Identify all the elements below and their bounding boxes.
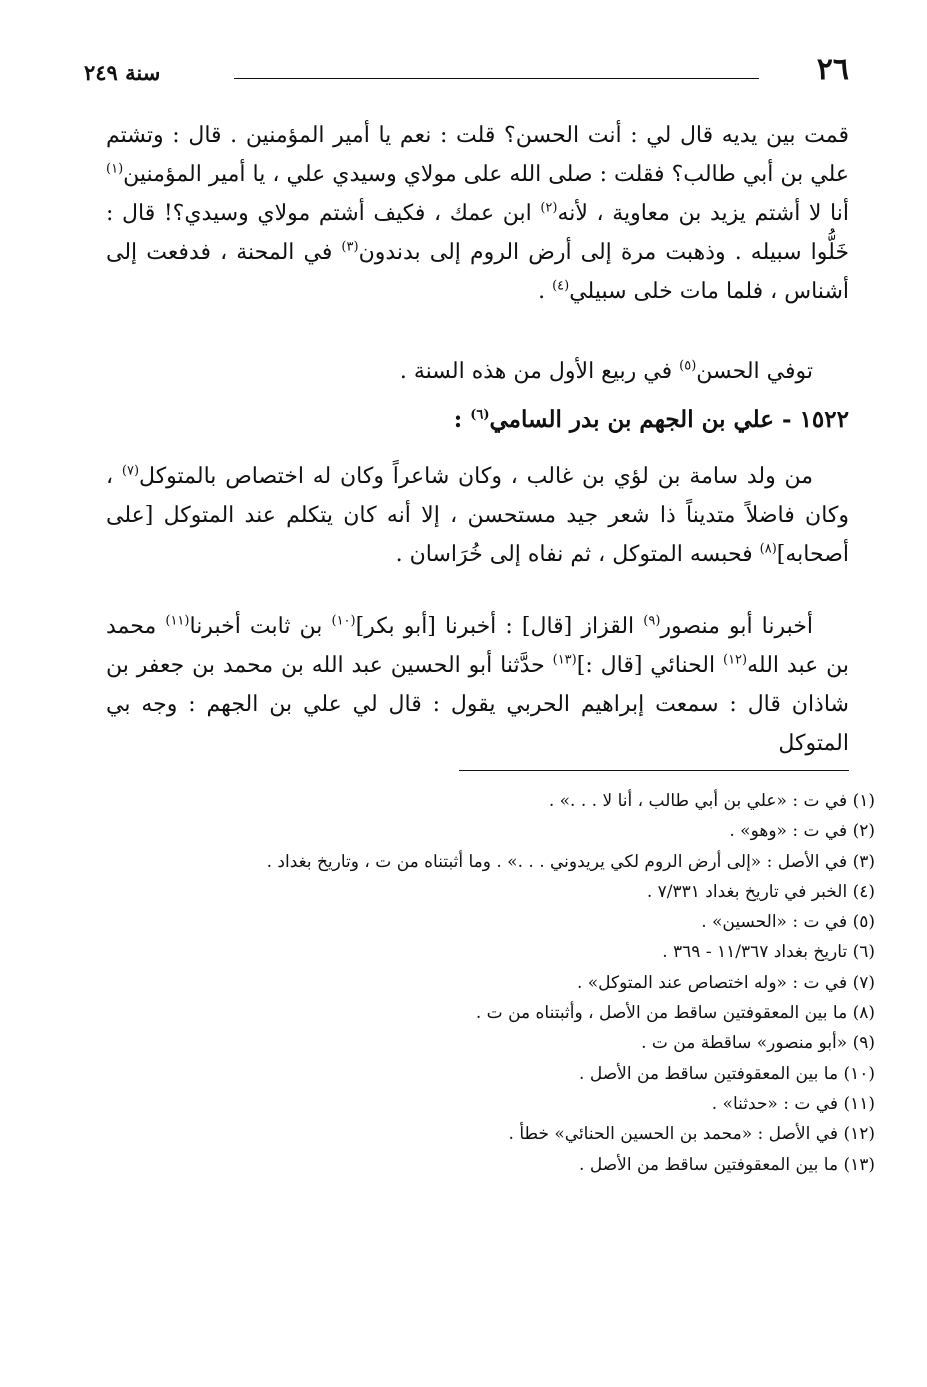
footnotes-section	[106, 786, 875, 1180]
footnote-ref[interactable]: (١٠)	[331, 613, 356, 629]
footnote-10: (١٠) ما بين المعقوفتين ساقط من الأصل .	[579, 1063, 875, 1084]
text-run: قمت بين يديه قال لي : أنت الحسن؟ قلت : نعم يا أمير المؤمنين . قال : وتشتم علي بن	[106, 123, 849, 187]
footnote-ref[interactable]: (٦)	[470, 407, 490, 423]
text-run: حدَّثنا أبو الحسين عبد الله بن محمد بن جعفر بن	[106, 653, 553, 678]
footnote-12: (١٢) في الأصل : «محمد بن الحسين الحنائي» خطأ .	[508, 1124, 875, 1145]
text-run: من ولد سامة بن لؤي بن غالب ، وكان شاعراً وكان له اختصاص بالمتوكل	[139, 464, 814, 489]
header-rule	[234, 78, 759, 79]
footnote-3: (٣) في الأصل : «إلى أرض الروم لكي يريدوني . . .» . وما أثبتناه من ت ، وتاريخ بغداد .	[266, 851, 875, 872]
text-run: في المحنة ، فدفعت إلى أشناس ، فلما مات	[106, 240, 849, 304]
text-run: الحنائي [قال :]	[576, 653, 723, 678]
footnote-ref[interactable]: (١٣)	[552, 652, 577, 668]
text-run: توفي الحسن	[696, 359, 813, 384]
text-run: فحبسه المتوكل ، ثم نفاه إلى خُرَاسان .	[395, 542, 760, 567]
footnote-11: (١١) في ت : «حدثنا» .	[711, 1093, 875, 1114]
footnote-ref[interactable]: (٨)	[759, 541, 777, 557]
text-run: أصحابه]	[776, 542, 849, 567]
footnote-4: (٤) الخبر في تاريخ بغداد ٧/٣٣١ .	[646, 881, 875, 902]
text-run: في ربيع الأول من هذه السنة .	[399, 359, 680, 384]
footnote-7: (٧) في ت : «وله اختصاص عند المتوكل» .	[576, 972, 875, 993]
paragraph-1	[106, 116, 849, 311]
footnote-ref[interactable]: (٣)	[341, 239, 359, 255]
text-run: ابن عمك ، فكيف أشتم مولاي وسيدي؟! قال : خَلُّوا سبيله .	[106, 201, 849, 265]
text-run: أخبرنا أبو منصور	[660, 614, 813, 639]
footnote-ref[interactable]: (١)	[106, 161, 124, 177]
text-run: خلى سبيلي	[569, 279, 673, 304]
heading-text: ١٥٢٢ - علي بن الجهم بن بدر السامي	[489, 406, 849, 433]
text-run: شاذان قال : سمعت إبراهيم الحربي يقول : قال لي علي بن الجهم : وجه بي المتوكل	[106, 692, 849, 756]
text-run: وكان فاضلاً متديناً ذا شعر جيد مستحسن ، إلا أنه كان يتكلم عند المتوكل [على	[106, 503, 849, 528]
text-run: ،	[106, 464, 122, 489]
year-label: سنة ٢٤٩	[84, 60, 161, 85]
footnote-2: (٢) في ت : «وهو» .	[729, 821, 875, 842]
text-run: بن ثابت أخبرنا	[189, 614, 332, 639]
page-number: ٢٦	[816, 52, 849, 87]
running-header	[84, 52, 849, 92]
footnote-ref[interactable]: (٢)	[540, 200, 558, 216]
footnote-1: (١) في ت : «علي بن أبي طالب ، أنا لا . . .» .	[548, 791, 875, 811]
footnote-5: (٥) في ت : «الحسين» .	[701, 912, 875, 933]
paragraph-4	[106, 607, 849, 763]
heading-text: :	[453, 406, 471, 433]
text-run: أبي طالب؟ فقلت : صلى الله على مولاي وسيدي علي ، يا أمير المؤمنين	[123, 162, 774, 187]
paragraph-text	[106, 116, 849, 311]
footnote-ref[interactable]: (٧)	[121, 463, 140, 479]
paragraph-text	[106, 457, 849, 574]
footnote-8: (٨) ما بين المعقوفتين ساقط من الأصل ، وأثبتناه من ت .	[475, 1003, 875, 1024]
footnote-separator	[459, 770, 849, 771]
paragraph-3	[106, 457, 849, 574]
text-run: أنا لا أشتم	[754, 201, 849, 226]
footnote-9: (٩) «أبو منصور» ساقطة من ت .	[641, 1033, 875, 1054]
footnote-ref[interactable]: (٩)	[643, 613, 661, 629]
text-run: القزاز [قال] : أخبرنا [أبو بكر]	[355, 614, 644, 639]
text-run: .	[538, 279, 553, 304]
footnote-ref[interactable]: (٥)	[679, 358, 697, 374]
footnote-ref[interactable]: (١١)	[165, 613, 190, 629]
footnote-ref[interactable]: (١٢)	[723, 652, 748, 668]
text-run: وذهبت مرة إلى أرض الروم إلى بدندون	[358, 240, 726, 265]
entry-heading	[106, 400, 849, 440]
paragraph-text	[106, 352, 849, 391]
paragraph-2	[106, 352, 849, 391]
text-run: محمد بن عبد الله	[106, 614, 849, 678]
paragraph-text	[106, 607, 849, 763]
footnote-ref[interactable]: (٤)	[552, 278, 570, 294]
text-run: يزيد بن معاوية ، لأنه	[557, 201, 746, 226]
footnote-13: (١٣) ما بين المعقوفتين ساقط من الأصل .	[579, 1154, 875, 1175]
footnote-6: (٦) تاريخ بغداد ١١/٣٦٧ - ٣٦٩ .	[662, 942, 875, 963]
